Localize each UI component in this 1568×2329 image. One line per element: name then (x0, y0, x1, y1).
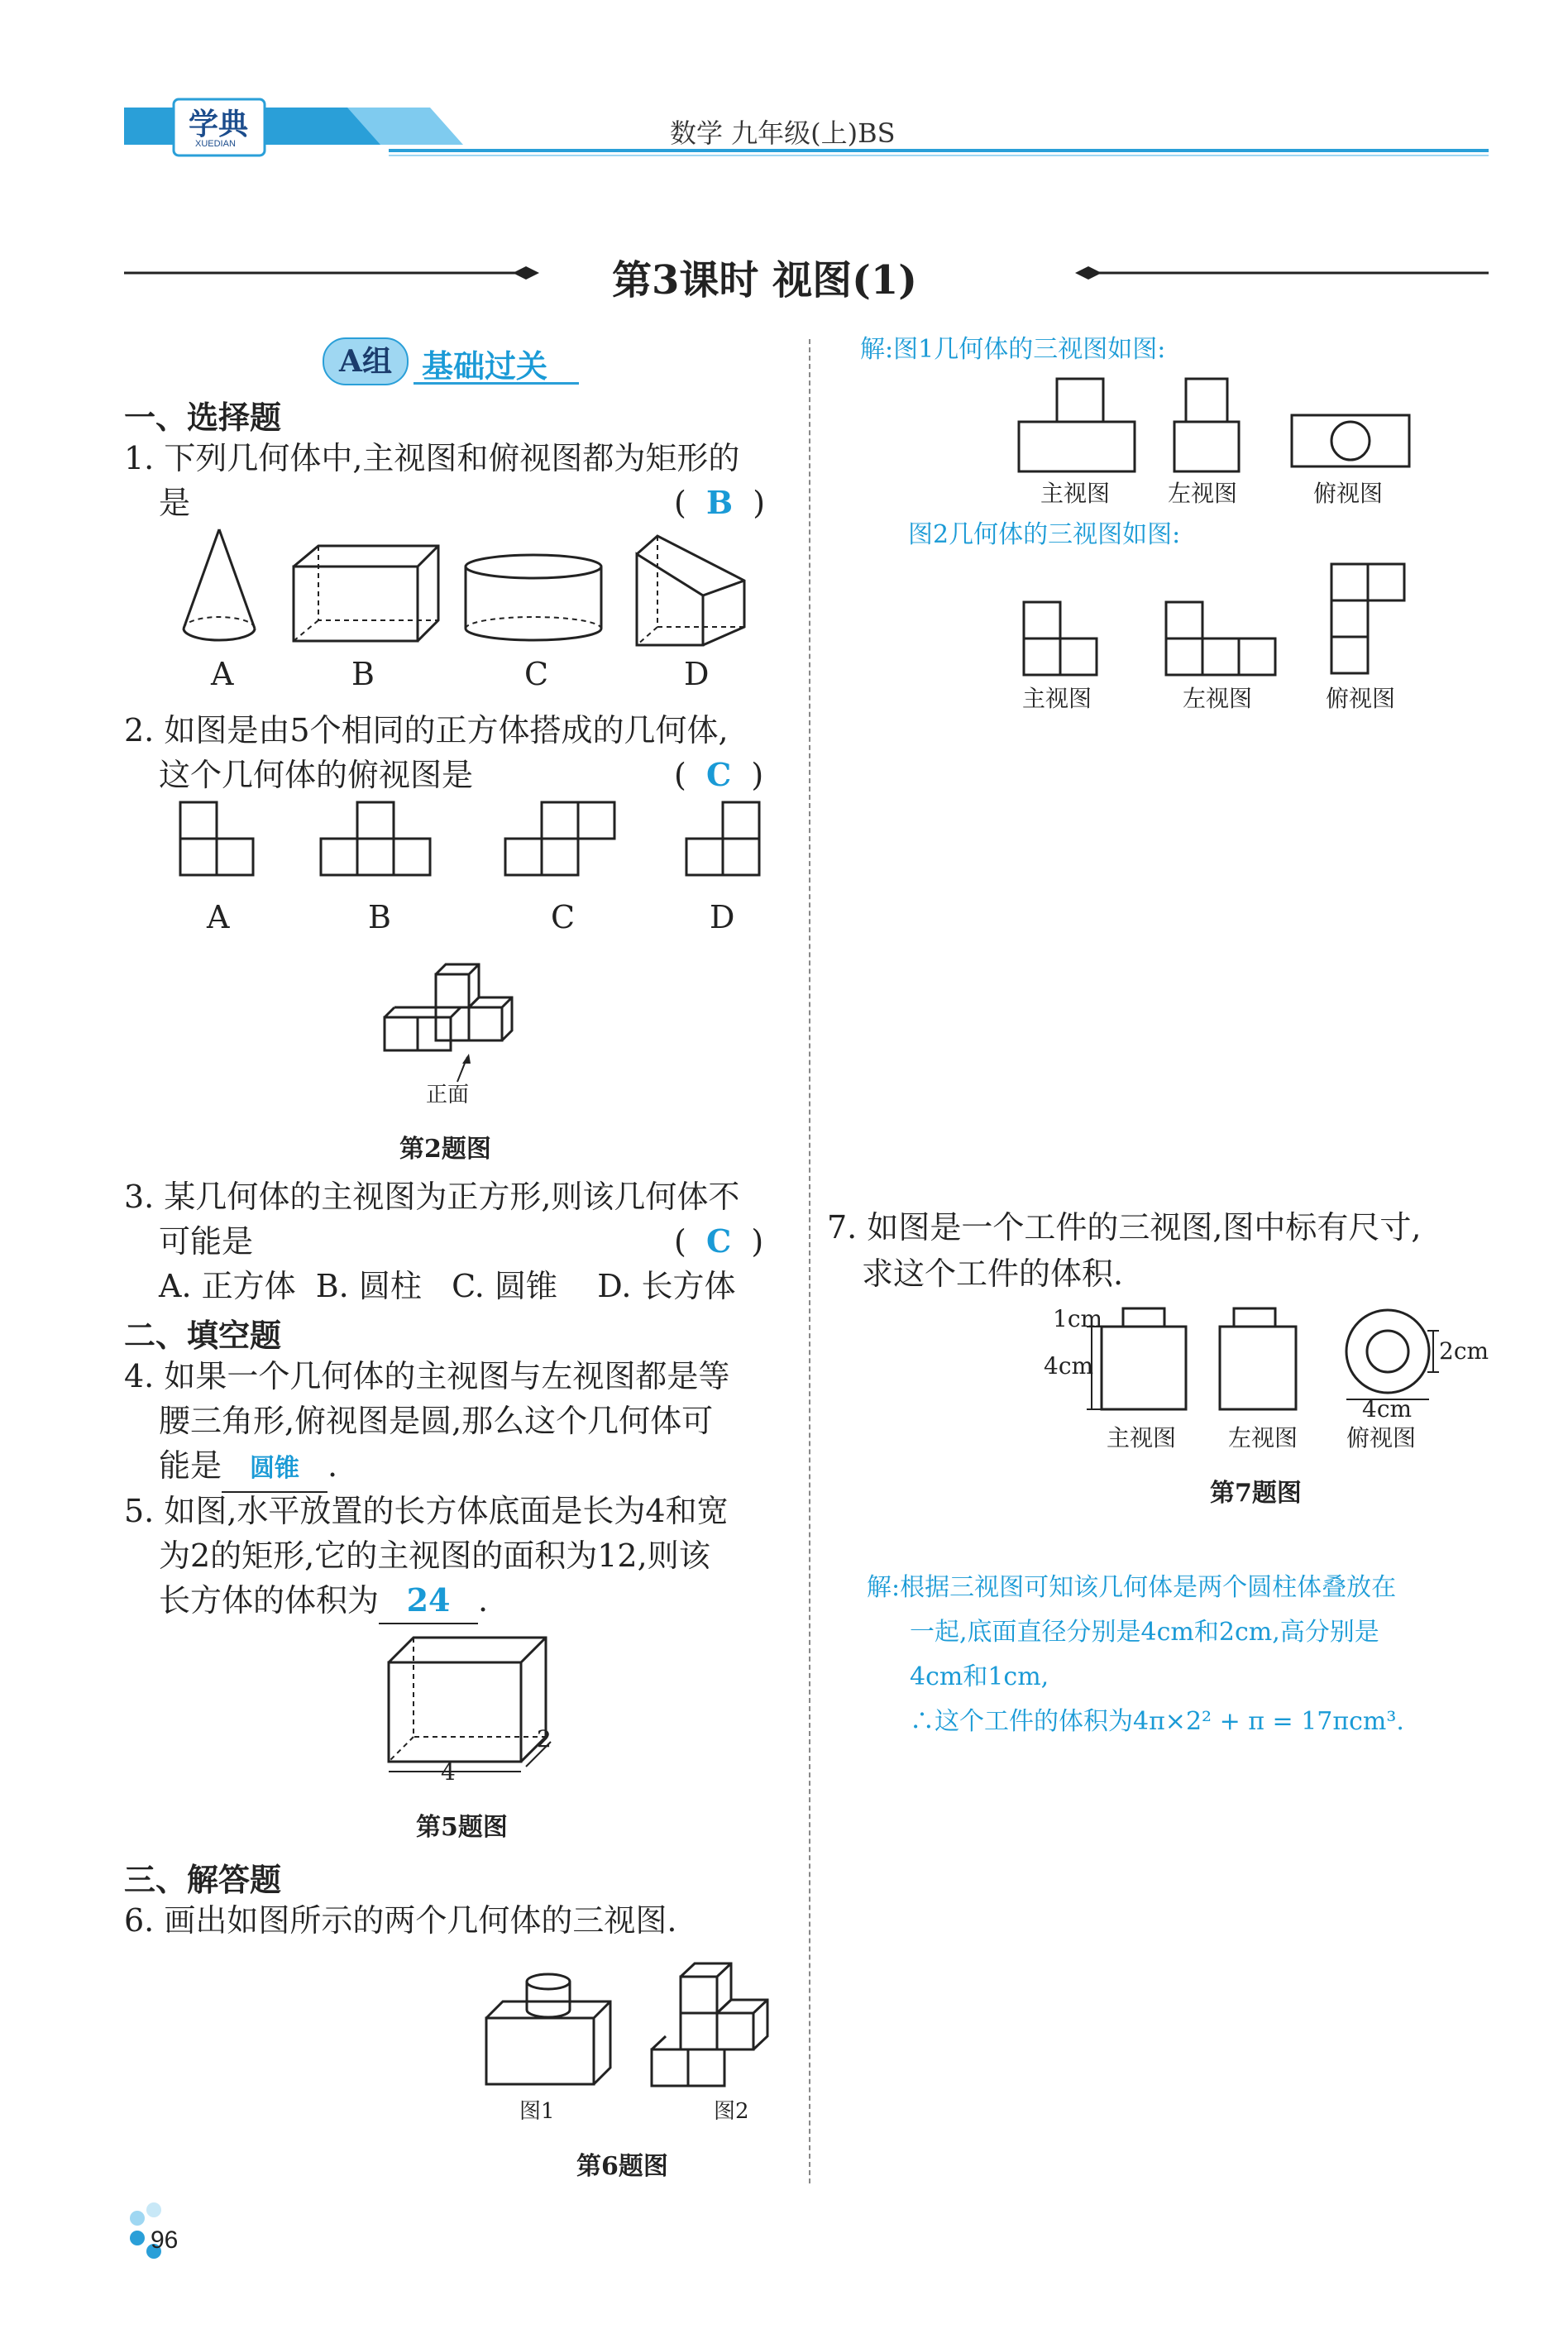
q4-line3: 能是 圆锥 . (159, 1443, 337, 1493)
q1-option-d: D (684, 656, 710, 692)
q5-line2: 为2的矩形,它的主视图的面积为12,则该 (159, 1538, 710, 1574)
q7-line2: 求这个工件的体积. (862, 1255, 1124, 1292)
q7-caption: 第7题图 (1210, 1479, 1302, 1508)
q4-line2: 腰三角形,俯视图是圆,那么这个几何体可 (159, 1403, 714, 1439)
q5-line3: 长方体的体积为 24 . (159, 1578, 488, 1624)
q2-option-c: C (551, 899, 576, 935)
group-badge: A组 (323, 337, 409, 385)
q5-line1: 5. 如图,水平放置的长方体底面是长为4和宽 (124, 1493, 729, 1529)
q5-answer: 24 (406, 1581, 451, 1619)
cuboid-figure (294, 546, 438, 641)
sol6-line1: 解:图1几何体的三视图如图: (860, 335, 1166, 364)
sol6-fig2-front-label: 主视图 (1022, 685, 1092, 712)
q7-dim-4cm-top: 4cm (1362, 1395, 1413, 1423)
page-number: 96 (151, 2226, 179, 2254)
q1-answer-bracket: ( B ) (674, 484, 766, 521)
section-fill: 二、填空题 (124, 1317, 282, 1354)
sol6-fig1-front-label: 主视图 (1040, 480, 1111, 507)
q7-front-label: 主视图 (1107, 1424, 1177, 1451)
sol7-line3: 4cm和1cm, (910, 1662, 1049, 1691)
section-answer: 三、解答题 (124, 1861, 282, 1898)
q2-option-d: D (710, 899, 735, 935)
q1-option-c: C (524, 656, 549, 692)
q3-choices: A. 正方体 B. 圆柱 C. 圆锥 D. 长方体 (159, 1268, 736, 1304)
q7-dim-1cm: 1cm (1053, 1305, 1103, 1332)
q1-line1: 1. 下列几何体中,主视图和俯视图都为矩形的 (124, 440, 740, 476)
cone-figure (184, 529, 255, 640)
logo-text: 学典 (189, 107, 249, 141)
q3-line2: 可能是 (159, 1223, 254, 1260)
q5-dim-length: 4 (441, 1758, 456, 1786)
q5-line3-text: 长方体的体积为 (159, 1582, 380, 1619)
q2-line2: 这个几何体的俯视图是 (159, 757, 474, 793)
group-underline (414, 382, 579, 385)
q3-answer-bracket: ( C ) (674, 1222, 764, 1260)
q7-top-label: 俯视图 (1346, 1424, 1417, 1451)
sol6-fig2-top-label: 俯视图 (1326, 685, 1396, 712)
q2-answer: C (705, 756, 732, 793)
q2-answer-bracket: ( C ) (674, 756, 764, 793)
sol6-fig1-left-label: 左视图 (1168, 480, 1238, 507)
q1-line2: 是 (159, 485, 191, 521)
cylinder-figure (466, 555, 601, 640)
q4-answer: 圆锥 (250, 1454, 300, 1483)
sol6-fig1-top-label: 俯视图 (1313, 480, 1384, 507)
sol7-line2: 一起,底面直径分别是4cm和2cm,高分别是 (910, 1618, 1379, 1647)
q2-front-label: 正面 (426, 1083, 470, 1107)
q7-views-figure (1050, 1308, 1513, 1432)
q2-cube-figure (376, 951, 558, 1092)
q6-fig1-label: 图1 (519, 2099, 555, 2124)
q4-line1: 4. 如果一个几何体的主视图与左视图都是等 (124, 1358, 730, 1394)
sol7-line1: 解:根据三视图可知该几何体是两个圆柱体叠放在 (867, 1573, 1397, 1602)
sol6-fig1-views (1017, 372, 1480, 488)
wedge-figure (637, 536, 744, 645)
q6-caption: 第6题图 (576, 2152, 668, 2181)
page-header (116, 91, 1489, 157)
q7-dim-2cm: 2cm (1439, 1337, 1489, 1365)
q3-answer: C (705, 1222, 732, 1260)
q7-line1: 7. 如图是一个工件的三视图,图中标有尺寸, (827, 1209, 1422, 1246)
q5-caption: 第5题图 (416, 1813, 508, 1842)
q1-answer: B (705, 484, 734, 521)
q6-line1: 6. 画出如图所示的两个几何体的三视图. (124, 1902, 677, 1939)
q1-option-b: B (351, 656, 375, 692)
group-header (323, 337, 587, 387)
logo-subtext: XUEDIAN (195, 139, 236, 149)
q5-dim-width: 2 (537, 1725, 552, 1753)
q1-option-a: A (211, 656, 234, 692)
page-title: 第3课时 视图(1) (612, 257, 917, 304)
sol7-line4: ∴这个工件的体积为4π×2² + π = 17πcm³. (910, 1707, 1404, 1736)
q2-option-b: B (368, 899, 391, 935)
q2-options-figures (174, 798, 802, 889)
q5-cuboid-figure (380, 1629, 595, 1795)
sol6-fig2-views (1017, 559, 1480, 691)
q3-line1: 3. 某几何体的主视图为正方形,则该几何体不 (124, 1179, 740, 1215)
q6-fig2-label: 图2 (714, 2099, 749, 2124)
q2-option-a: A (207, 899, 230, 935)
column-divider (809, 339, 810, 2183)
section-choice: 一、选择题 (124, 399, 282, 436)
sol6-fig2-left-label: 左视图 (1183, 685, 1253, 712)
sol6-line2: 图2几何体的三视图如图: (908, 520, 1181, 549)
subject-label: 数学 九年级(上)BS (670, 117, 896, 149)
group-name: 基础过关 (422, 347, 548, 385)
q2-caption: 第2题图 (399, 1135, 491, 1164)
q2-line1: 2. 如图是由5个相同的正方体搭成的几何体, (124, 712, 729, 748)
q7-left-label: 左视图 (1228, 1424, 1298, 1451)
q4-line3-text: 能是 (159, 1447, 222, 1484)
q7-dim-4cm: 4cm (1044, 1352, 1094, 1380)
q6-figures (478, 1944, 825, 2109)
